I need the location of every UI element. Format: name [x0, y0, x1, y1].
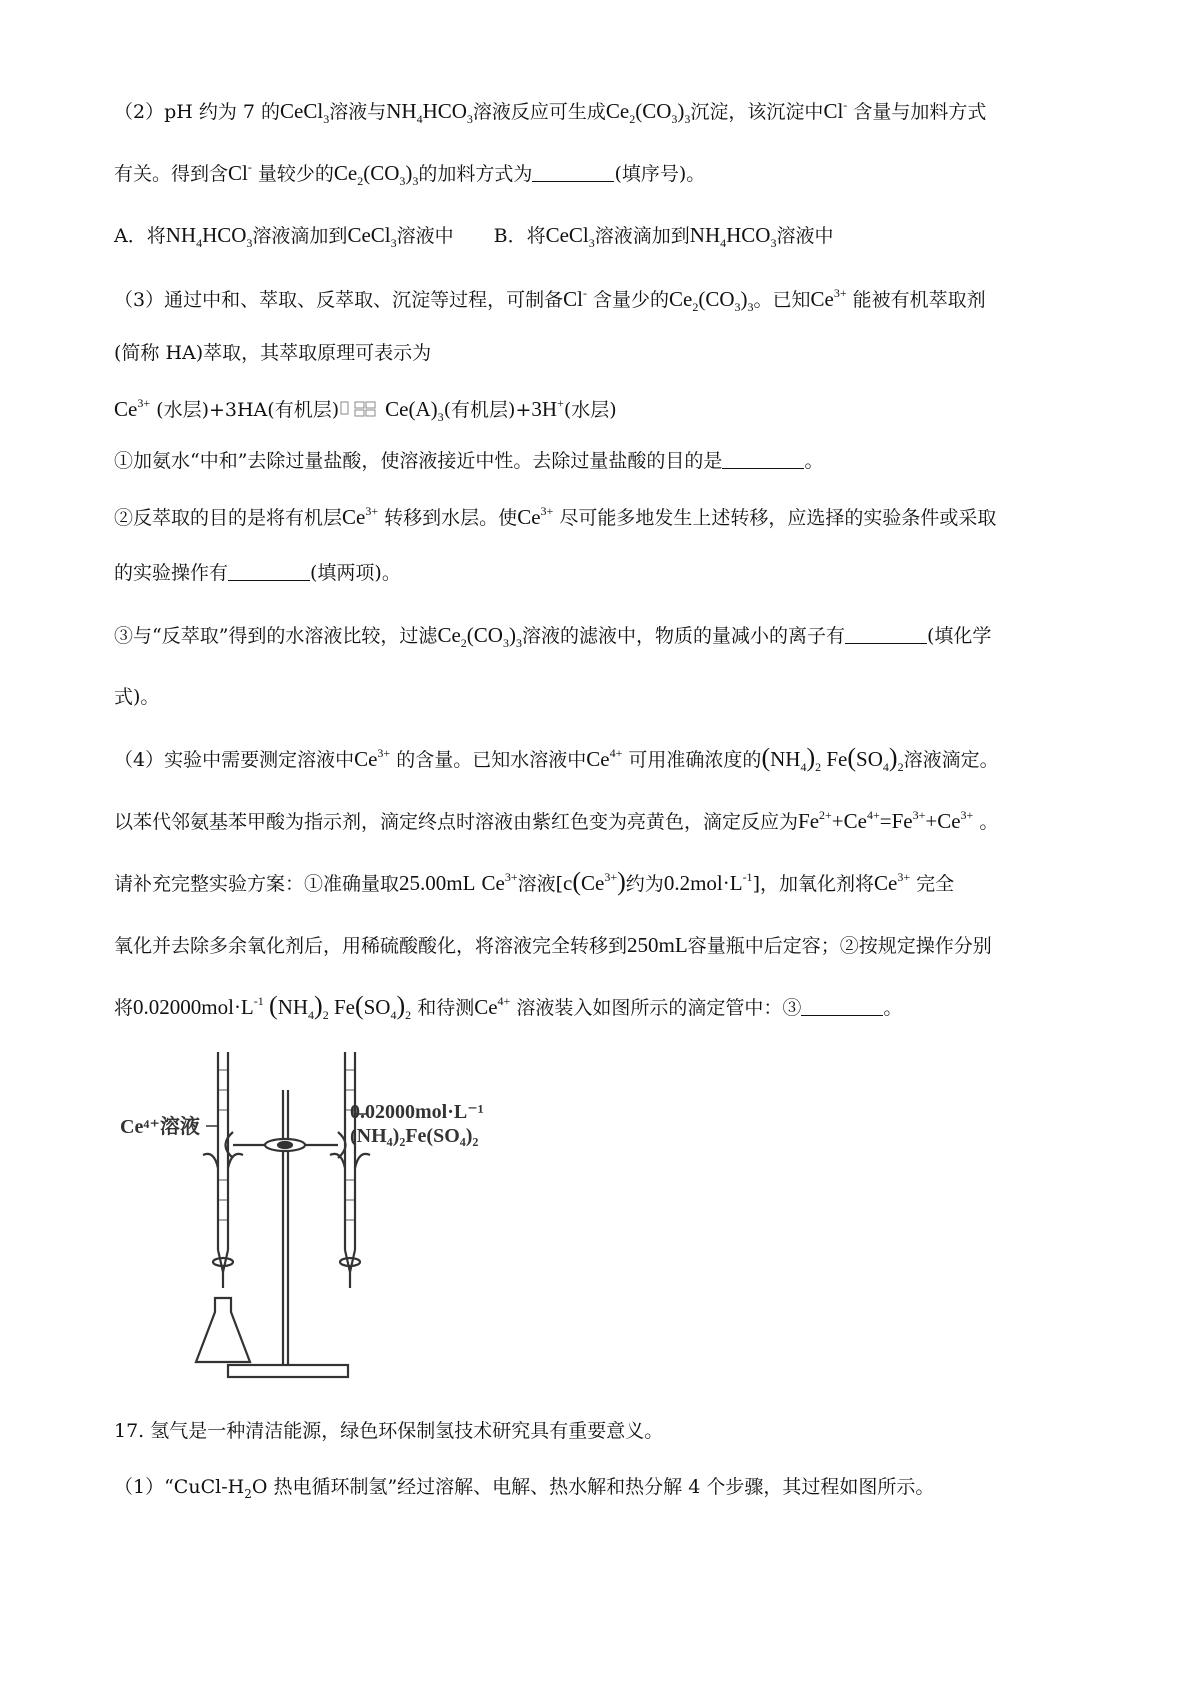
q16-part4-line4: 氧化并去除多余氧化剂后，用稀硫酸酸化，将溶液完全转移到250mL容量瓶中后定容；②按规定操作分别	[114, 933, 992, 957]
option-a: A．将$NH_4HCO_3$溶液滴加到CeCl$_3$溶液中	[114, 223, 454, 250]
q16-part2-options	[114, 222, 833, 249]
q16-part3-line1: （3）通过中和、萃取、反萃取、沉淀等过程，可制备Cl- 含量少的$Ce_2(CO_3)_3$。已知$Ce^{3+}$ 能被有机萃取剂	[114, 286, 986, 314]
answer-blank	[532, 163, 614, 182]
q16-part3-sub1: ①加氨水“中和”去除过量盐酸，使溶液接近中性。去除过量盐酸的目的是 。	[114, 450, 824, 472]
extraction-equation: $Ce^{3+}$ (水层)+3HA(有机层) $Ce(A)_3$(有机层)+3H+(水层)	[114, 396, 617, 424]
answer-blank	[801, 997, 883, 1016]
titration-reaction: $Fe^{2+}+Ce^{4+}=Fe^{3+}+Ce^{3+}$	[798, 808, 974, 833]
answer-blank	[228, 562, 310, 581]
formula-cl-ion: Cl-	[823, 98, 848, 123]
q16-part3-sub2: ②反萃取的目的是将有机层$Ce^{3+}$ 转移到水层。使$Ce^{3+}$ 尽可能多地发生上述转移，应选择的实验条件或采取	[114, 504, 997, 529]
q16-part3-sub2-line2: 的实验操作有 (填两项)。	[114, 562, 401, 584]
q16-part4-line2: 以苯代邻氨基苯甲酸为指示剂，滴定终点时溶液由紫红色变为亮黄色，滴定反应为$Fe^{2+}+Ce^{4+}=Fe^{3+}+Ce^{3+}$ 。	[114, 808, 999, 833]
q16-part3-sub3: ③与“反萃取”得到的水溶液比较，过滤$Ce_2(CO_3)_3$溶液的滤液中，物质的量减小的离子有 (填化学	[114, 623, 992, 650]
formula-ammonium-iron-sulfate: $(NH_4)_2$ $Fe(SO_4)_2$	[761, 743, 904, 774]
q16-part4-line5: 将$0.02000mol\cdot L^{-1}$ $(NH_4)_2$ $Fe(SO_4)_2$ 和待测$Ce^{4+}$ 溶液装入如图所示的滴定管中：③ 。	[114, 991, 903, 1022]
right-burette-label-concentration: 0.02000mol·L⁻¹	[350, 1101, 484, 1123]
q17-title: 17. 氢气是一种清洁能源，绿色环保制氢技术研究具有重要意义。	[114, 1420, 664, 1442]
answer-blank	[845, 625, 927, 644]
right-burette	[340, 1052, 360, 1288]
answer-blank	[722, 450, 804, 469]
q17-part1: $(1)“CuCl-H_2O$ 热电循环制氢”经过溶解、电解、热水解和热分解 4 个步骤，其过程如图所示。	[114, 1476, 935, 1501]
formula-ce4-ion: $Ce^{4+}$	[586, 746, 623, 771]
q16-part2-line2: 有关。得到含Cl- 量较少的$Ce_2(CO_3)_3$的加料方式为 (填序号)。	[114, 160, 706, 188]
left-burette-label: Ce⁴⁺溶液	[120, 1116, 200, 1138]
formula-cl-ion: Cl-	[228, 160, 252, 185]
q16-part2-line1: （2）pH 约为 7 的CeCl$_3$溶液与$NH_4HCO_3$溶液反应可生成$Ce_2(CO_3)_3$沉淀，该沉淀中Cl- 含量与加料方式	[114, 98, 987, 126]
equilibrium-arrow-icon	[339, 399, 379, 419]
q16-part4-line3: 请补充完整实验方案：①准确量取25.00mL $Ce^{3+}$溶液[$c(Ce^{3+})$约为$0.2mol\cdot L^{-1}$]，加氧化剂将$Ce^{3+}$ 完全	[114, 867, 955, 896]
conical-flask	[196, 1298, 250, 1362]
right-burette-label-formula: (NH₄)₂Fe(SO₄)₂	[350, 1125, 479, 1147]
q16-part3-sub3-line2: 式)。	[114, 686, 160, 708]
left-burette	[213, 1052, 233, 1288]
stand-base	[228, 1365, 348, 1377]
q16-part4-line1: （4）实验中需要测定溶液中$Ce^{3+}$ 的含量。已知水溶液中$Ce^{4+}$ 可用准确浓度的$(NH_4)_2$ $Fe(SO_4)_2$溶液滴定。	[114, 743, 999, 774]
formula-ce3-ion: $Ce^{3+}$	[810, 286, 847, 311]
option-b: B．将CeCl$_3$溶液滴加到$NH_4HCO_3$溶液中	[493, 223, 834, 250]
formula-cecl3: CeCl$_3$	[280, 99, 330, 126]
titration-apparatus-figure	[118, 1050, 518, 1400]
q16-part3-line2: (简称 HA)萃取，其萃取原理可表示为	[114, 342, 432, 364]
formula-ce2co33: $Ce_2(CO_3)_3$	[605, 99, 691, 126]
formula-ce2co33: $Ce_2(CO_3)_3$	[333, 161, 419, 188]
formula-nh4hco3: $NH_4HCO_3$	[386, 99, 473, 126]
